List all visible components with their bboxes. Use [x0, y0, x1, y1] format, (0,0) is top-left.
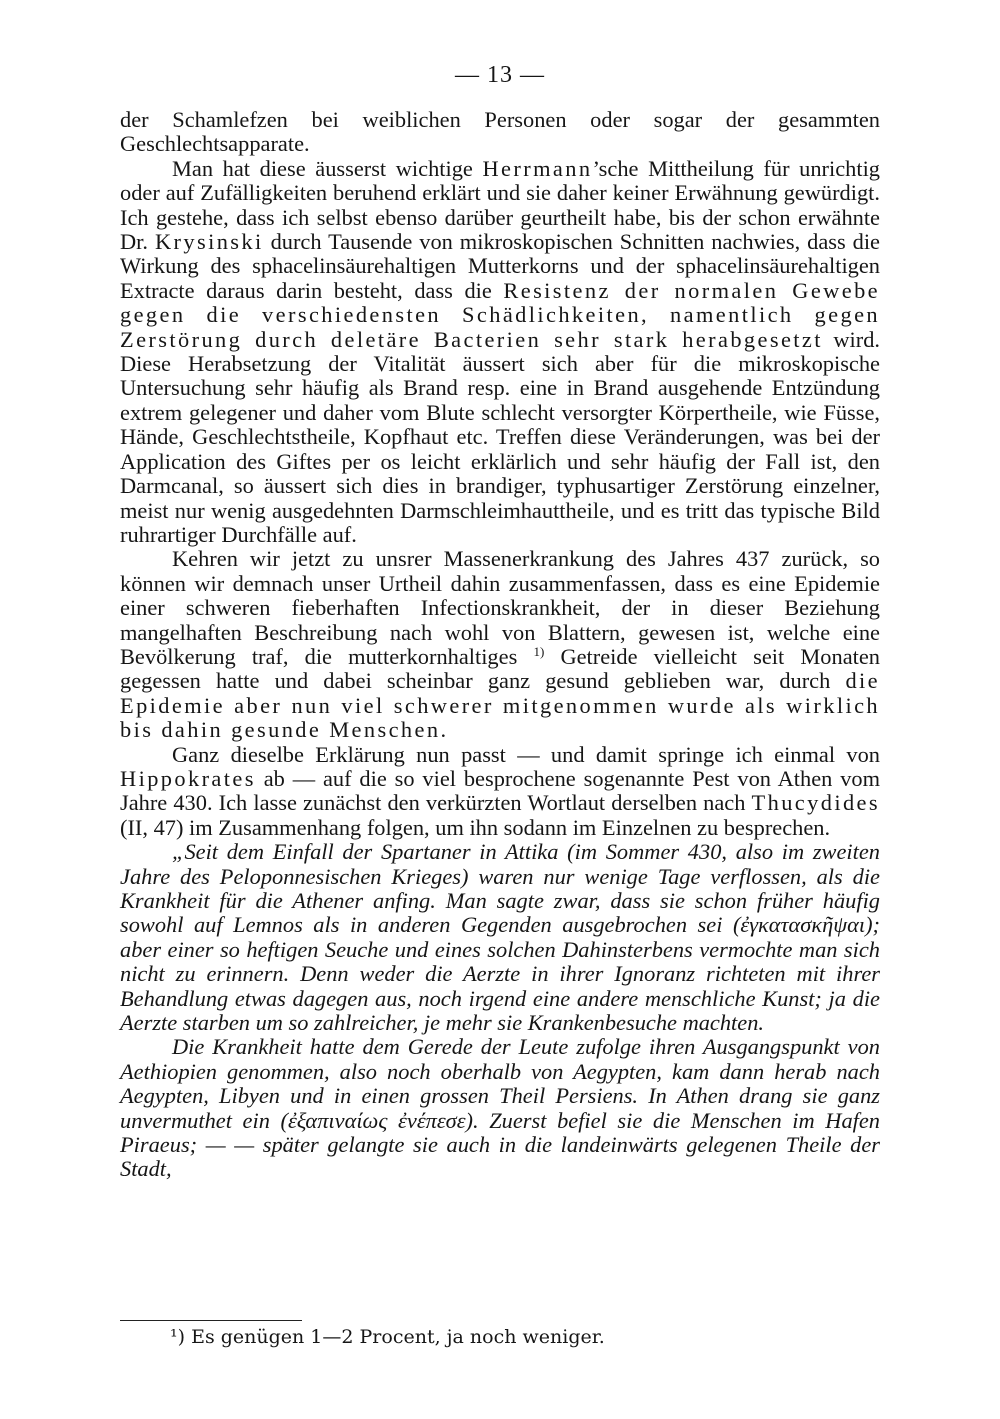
spaced-emphasis: Thucydides — [751, 790, 880, 816]
footnote — [170, 1326, 870, 1348]
spaced-emphasis: die Epidemie aber nun viel schwerer mitgenommen wurde als wirklich bis dahin gesunde Menschen — [120, 668, 880, 743]
body-text — [120, 108, 880, 1182]
spaced-emphasis: Krysinski — [154, 229, 264, 255]
quoted-paragraph: Die Krankheit hatte dem Gerede der Leute zufolge ihren Ausgangspunkt von Aethiopien genommen, also noch oberhalb von Aegypten, kam dann herab nach Aegypten, Libyen und in einen grossen Theil Persiens. In Athen drang sie ganz unvermuthet ein (ἐξαπιναίως ἐνέπεσε). Zuerst befiel sie die Menschen im Hafen Piraeus; — — später gelangte sie auch in die landeinwärts gelegenen Theile der Stadt, — [120, 1034, 880, 1182]
footnote-text: Es genügen 1—2 Procent, ja noch weniger. — [191, 1326, 605, 1348]
paragraph: Man hat diese äusserst wichtige Herrmann’sche Mittheilung für unrichtig oder auf Zufälligkeiten beruhend erklärt und sie daher keiner Erwähnung gewürdigt. Ich gestehe, dass ich selbst ebenso darüber geurtheilt habe, bis der schon erwähnte Dr. Krysinski durch Tausende von mikroskopischen Schnitten nachwies, dass die Wirkung des sphacelinsäurehaltigen Mutterkorns und der sphacelinsäurehaltigen Extracte daraus darin besteht, dass die Resistenz der normalen Gewebe gegen die verschiedensten Schädlichkeiten, namentlich gegen Zerstörung durch deletäre Bacterien sehr stark herabgesetzt wird. Diese Herabsetzung der Vitalität äussert sich aber für die mikroskopische Untersuchung sehr häufig als Brand resp. eine in Brand ausgehende Entzündung extrem gelegener und daher vom Blute schlecht versorgter Körpertheile, wie Füsse, Hände, Geschlechtstheile, Kopfhaut etc. Treffen diese Veränderungen, was bei der Application des Giftes per os leicht erklärlich und sehr häufig der Fall ist, den Darmcanal, so äussert sich dies in brandiger, typhusartiger Zerstörung einzelner, meist nur wenig ausgedehnten Darmschleimhauttheile, und es tritt das typische Bild ruhrartiger Durchfälle auf. — [120, 155, 881, 547]
page-number: — 13 — — [455, 62, 545, 88]
footnote-rule — [120, 1320, 302, 1321]
paragraph: Ganz dieselbe Erklärung nun passt — und damit springe ich einmal von Hippokrates ab — auf die so viel besprochene sogenannte Pest von Athen vom Jahre 430. Ich lasse zunächst den verkürzten Wortlaut derselben nach Thucydides (II, 47) im Zusammenhang folgen, um ihn sodann im Einzelnen zu besprechen. — [120, 741, 880, 840]
spaced-emphasis: Resistenz der normalen Gewebe gegen die verschiedensten Schädlichkeiten, namentlich gegen Zerstörung durch deletäre Bacterien sehr stark herabgesetzt — [120, 277, 881, 352]
footnote-reference: 1) — [533, 643, 545, 659]
quoted-paragraph: „Seit dem Einfall der Spartaner in Attika (im Sommer 430, also im zweiten Jahre des Peloponnesischen Krieges) waren nur wenige Tage verflossen, als die Krankheit für die Athener anfing. Man sagte zwar, dass sie schon früher häufig sowohl auf Lemnos als in anderen Gegenden ausgebrochen sei (ἐγκατασκῆψαι); aber einer so heftigen Seuche und eines solchen Dahinsterbens vermochte man sich nicht zu erinnern. Denn weder die Aerzte in ihrer Ignoranz richteten mit ihrer Behandlung etwas dagegen aus, noch irgend eine andere menschliche Kunst; ja die Aerzte starben um so zahlreicher, je mehr sie Krankenbesuche machten. — [120, 839, 880, 1036]
paragraph: der Schamlefzen bei weiblichen Personen oder sogar der gesammten Geschlechtsapparate. — [120, 107, 880, 157]
spaced-emphasis: Hippokrates — [120, 765, 256, 791]
spaced-emphasis: Herrmann — [482, 155, 593, 181]
footnote-marker: ¹) — [170, 1326, 186, 1348]
paragraph: Kehren wir jetzt zu unsrer Massenerkrankung des Jahres 437 zurück, so können wir demnach unser Urtheil dahin zusammenfassen, dass es eine Epidemie einer schweren fieberhaften Infectionskrankheit, der in dieser Beziehung mangelhaften Beschreibung nach wohl von Blattern, gewesen ist, welche eine Bevölkerung traf, die mutterkornhaltiges $^{1)}$ Getreide vielleicht seit Monaten gegessen hatte und dabei scheinbar ganz gesund geblieben war, durch die Epidemie aber nun viel schwerer mitgenommen wurde als wirklich bis dahin gesunde Menschen. — [120, 546, 880, 743]
